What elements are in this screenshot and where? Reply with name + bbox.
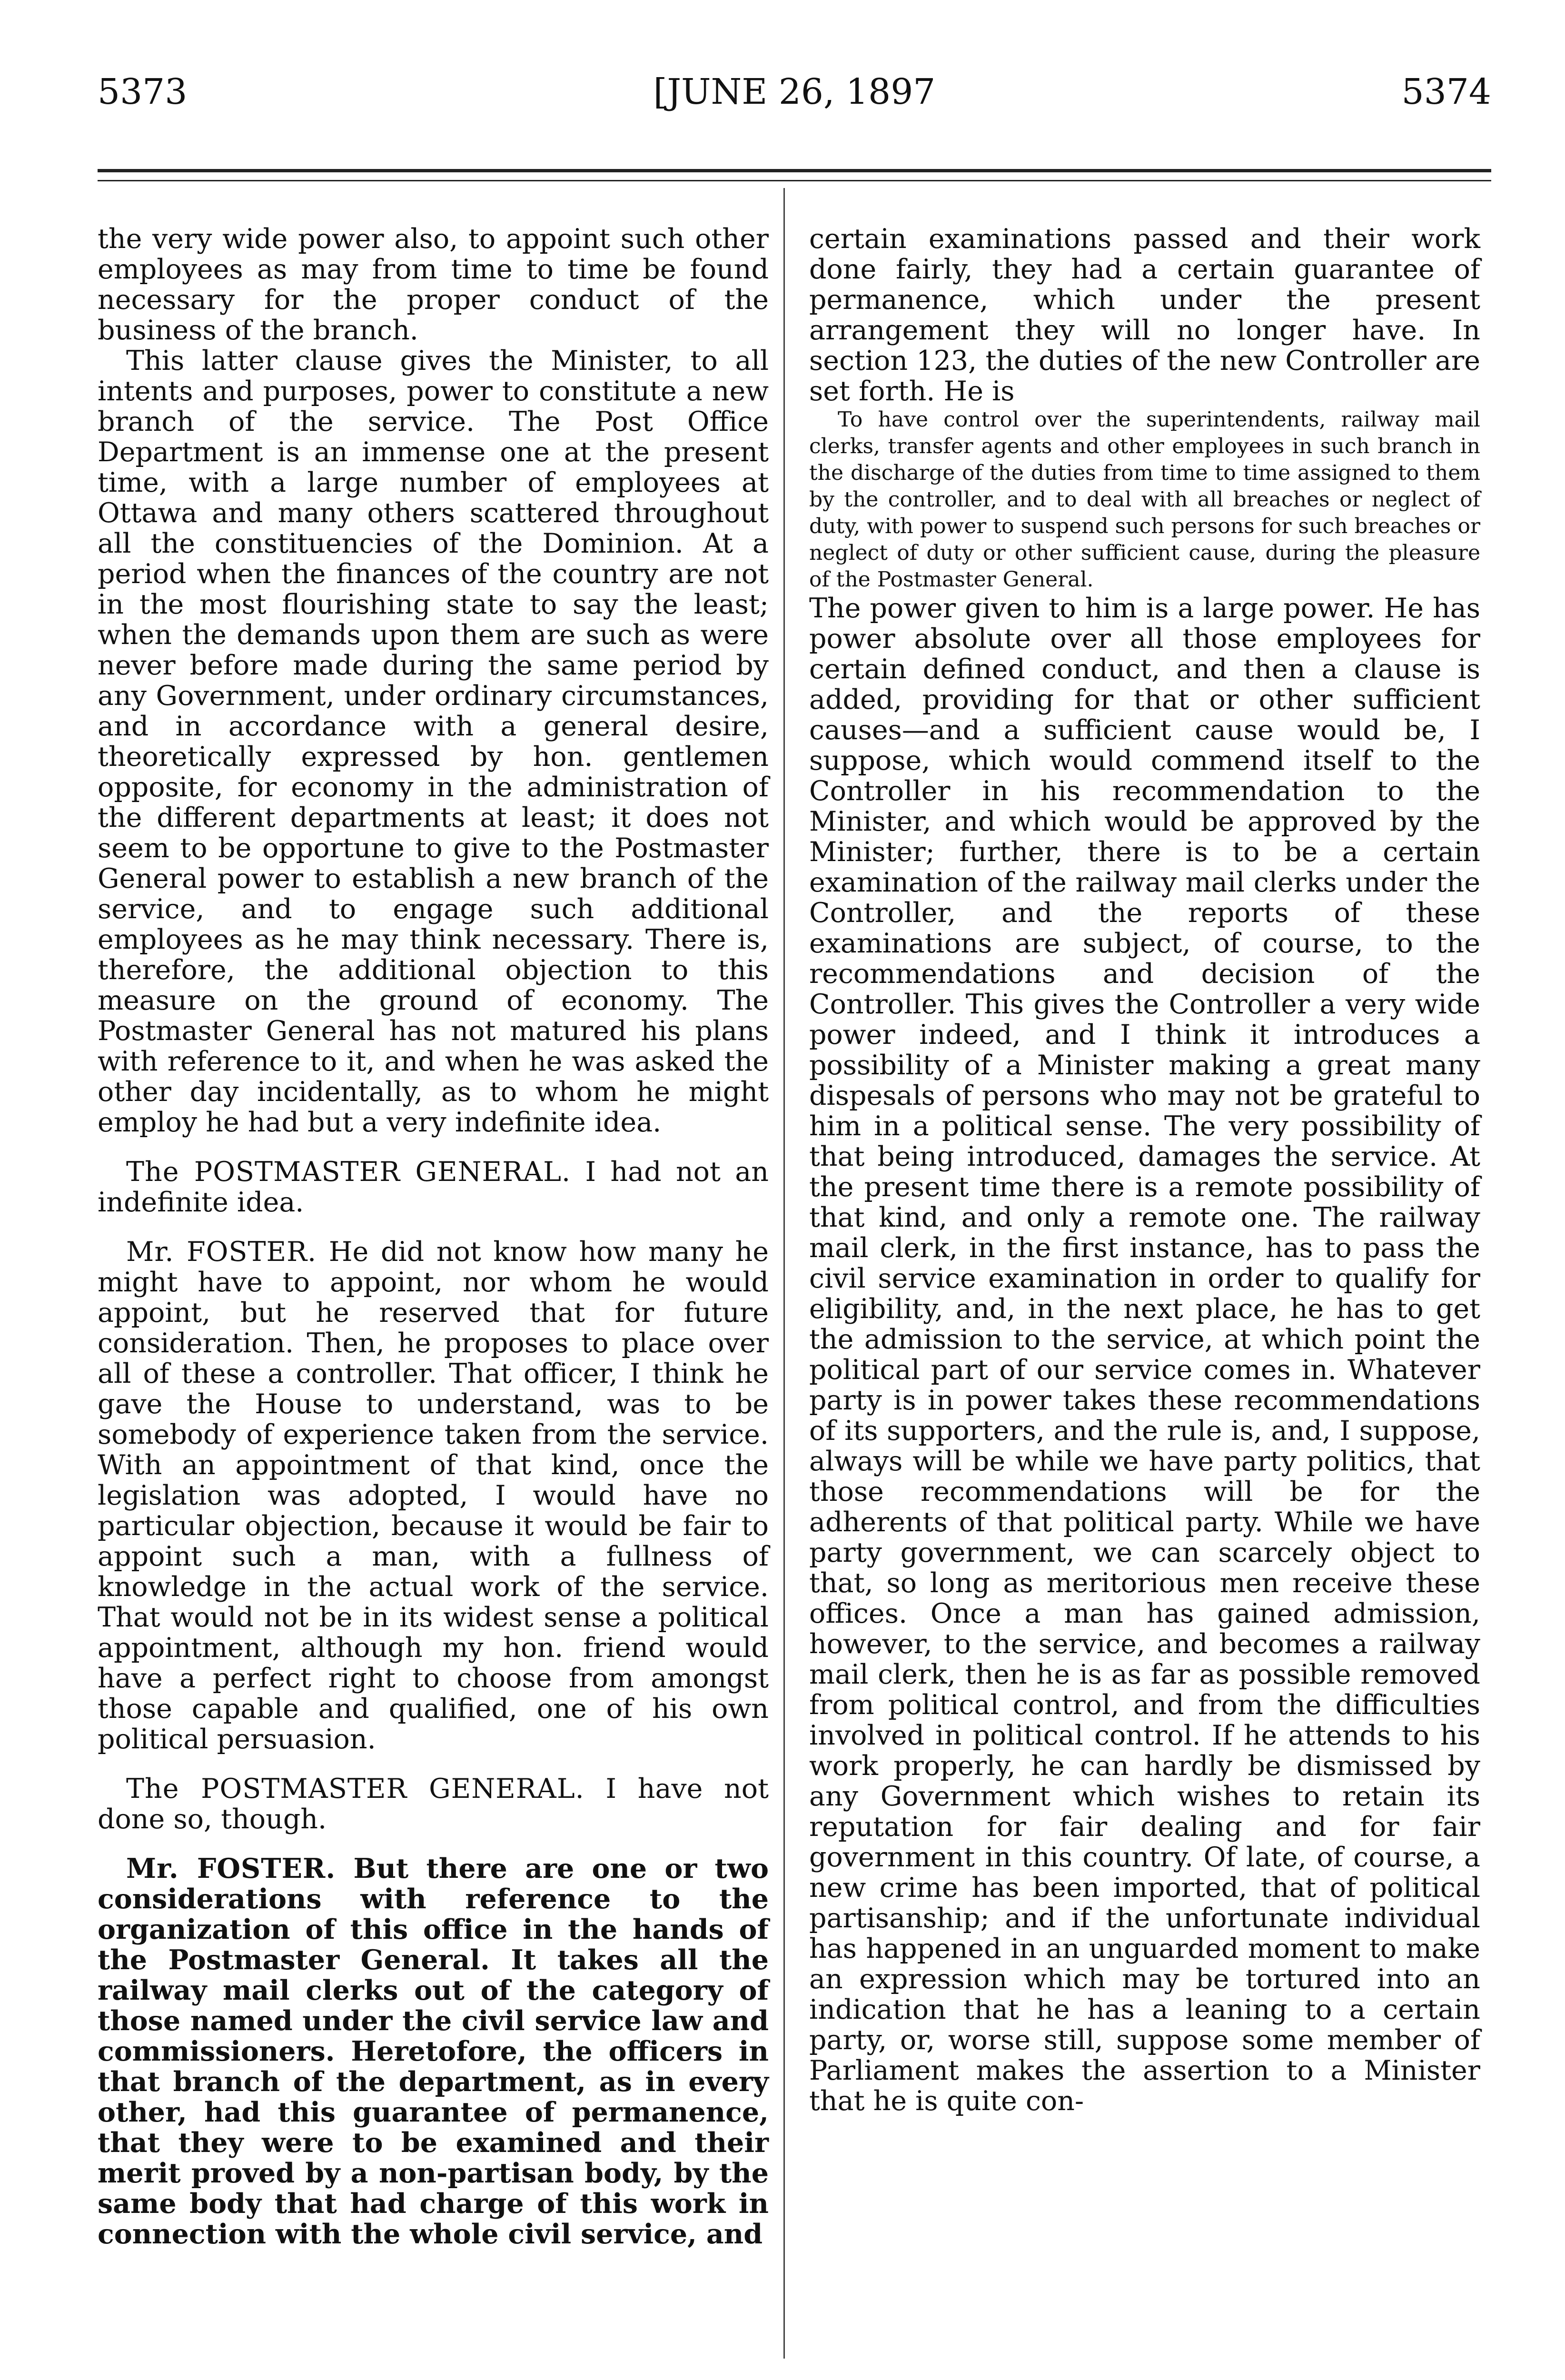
- speech-text: I have not done so, though.: [98, 1773, 769, 1835]
- header-rule-thin: [98, 180, 1491, 181]
- left-paragraph-1: the very wide power also, to appoint such other employees as may from time to time be found necessary for the proper conduct of the business of the branch.: [98, 223, 769, 346]
- right-paragraph-1: certain examinations passed and their work done fairly, they had a certain guarantee of permanence, which under the present arrangement they will no longer have. In section 123, the duties of the new Controller are set forth. He is: [809, 223, 1480, 407]
- header-rule-thick: [98, 169, 1491, 172]
- speaker-name: Mr. FOSTER.: [126, 1853, 336, 1884]
- speech-foster-1: [98, 1237, 769, 1755]
- speaker-name: Mr. FOSTER.: [126, 1236, 317, 1268]
- section-123-quote: To have control over the superintendents, railway mail clerks, transfer agents and other employees in such branch in the discharge of the duties from time to time assigned to them by the controller, and to deal with all breaches or neglect of duty, with power to suspend such persons for such breaches or neglect of duty or other sufficient cause, during the pleasure of the Postmaster General.: [809, 407, 1480, 592]
- page-number-right: 5374: [1401, 71, 1491, 112]
- speech-text: But there are one or two considerations with reference to the organization of this office in the hands of the Postmaster General. It takes all the railway mail clerks out of the category of those named under the civil service law and commissioners. Heretofore, the officers in that branch of the department, as in every other, had this guarantee of permanence, that they were to be examined and their merit proved by a non-partisan body, by the same body that had charge of this work in connection with the whole civil service, and: [98, 1853, 769, 2250]
- right-column: [809, 224, 1480, 2116]
- speech-text: He did not know how many he might have to appoint, nor whom he would appoint, but he reserved that for future consideration. Then, he proposes to place over all of these a controller. That officer, I think he gave the House to understand, was to be somebody of experience taken from the service. With an appointment of that kind, once the legislation was adopted, I would have no particular objection, because it would be fair to appoint such a man, with a fullness of knowledge in the actual work of the service. That would not be in its widest sense a political appointment, although my hon. friend would have a perfect right to choose from amongst those capable and qualified, one of his own political persuasion.: [98, 1236, 769, 1755]
- column-divider: [783, 188, 785, 2359]
- speaker-name: The POSTMASTER GENERAL.: [126, 1773, 584, 1805]
- speech-postmaster-2: [98, 1774, 769, 1835]
- left-column: [98, 224, 769, 2250]
- speech-foster-2: [98, 1854, 769, 2250]
- page-number-left: 5373: [98, 71, 188, 112]
- right-paragraph-2: The power given to him is a large power. He has power absolute over all those employees for certain defined conduct, and then a clause is added, providing for that or other sufficient causes—and a sufficient cause would be, I suppose, which would commend itself to the Controller in his recommendation to the Minister, and which would be approved by the Minister; further, there is to be a certain examination of the railway mail clerks under the Controller, and the reports of these examinations are subject, of course, to the recommendations and decision of the Controller. This gives the Controller a very wide power indeed, and I think it introduces a possibility of a Minister making a great many dispesals of persons who may not be grateful to him in a political sense. The very possibility of that being introduced, damages the service. At the present time there is a remote possibility of that kind, and only a remote one. The railway mail clerk, in the first instance, has to pass the civil service examination in order to qualify for eligibility, and, in the next place, he has to get the admission to the service, at which point the political part of our service comes in. Whatever party is in power takes these recommendations of its supporters, and the rule is, and, I suppose, always will be while we have party politics, that those recommendations will be for the adherents of that political party. While we have party government, we can scarcely object to that, so long as meritorious men receive these offices. Once a man has gained admission, however, to the service, and becomes a railway mail clerk, then he is as far as possible removed from political control, and from the difficulties involved in political control. If he attends to his work properly, he can hardly be dismissed by any Government which wishes to retain its reputation for fair dealing and for fair government in this country. Of late, of course, a new crime has been imported, that of political partisanship; and if the unfortunate individual has happened in an unguarded moment to make an expression which may be tortured into an indication that he has a leaning to a certain party, or, worse still, suppose some member of Parliament makes the assertion to a Minister that he is quite con-: [809, 593, 1480, 2117]
- speaker-name: The POSTMASTER GENERAL.: [126, 1156, 571, 1188]
- speech-postmaster-1: [98, 1157, 769, 1218]
- header-date: [JUNE 26, 1897: [653, 71, 936, 112]
- left-paragraph-2: This latter clause gives the Minister, to all intents and purposes, power to constitute a new branch of the service. The Post Office Department is an immense one at the present time, with a large number of employees at Ottawa and many others scattered throughout all the constituencies of the Dominion. At a period when the finances of the country are not in the most flourishing state to say the least; when the demands upon them are such as were never before made during the same period by any Government, under ordinary circumstances, and in accordance with a general desire, theoretically expressed by hon. gentlemen opposite, for economy in the administration of the different departments at least; it does not seem to be opportune to give to the Postmaster General power to establish a new branch of the service, and to engage such additional employees as he may think necessary. There is, therefore, the additional objection to this measure on the ground of economy. The Postmaster General has not matured his plans with reference to it, and when he was asked the other day incidentally, as to whom he might employ he had but a very indefinite idea.: [98, 345, 769, 1138]
- speech-text: I had not an indefinite idea.: [98, 1156, 769, 1218]
- page-header: [98, 71, 1491, 124]
